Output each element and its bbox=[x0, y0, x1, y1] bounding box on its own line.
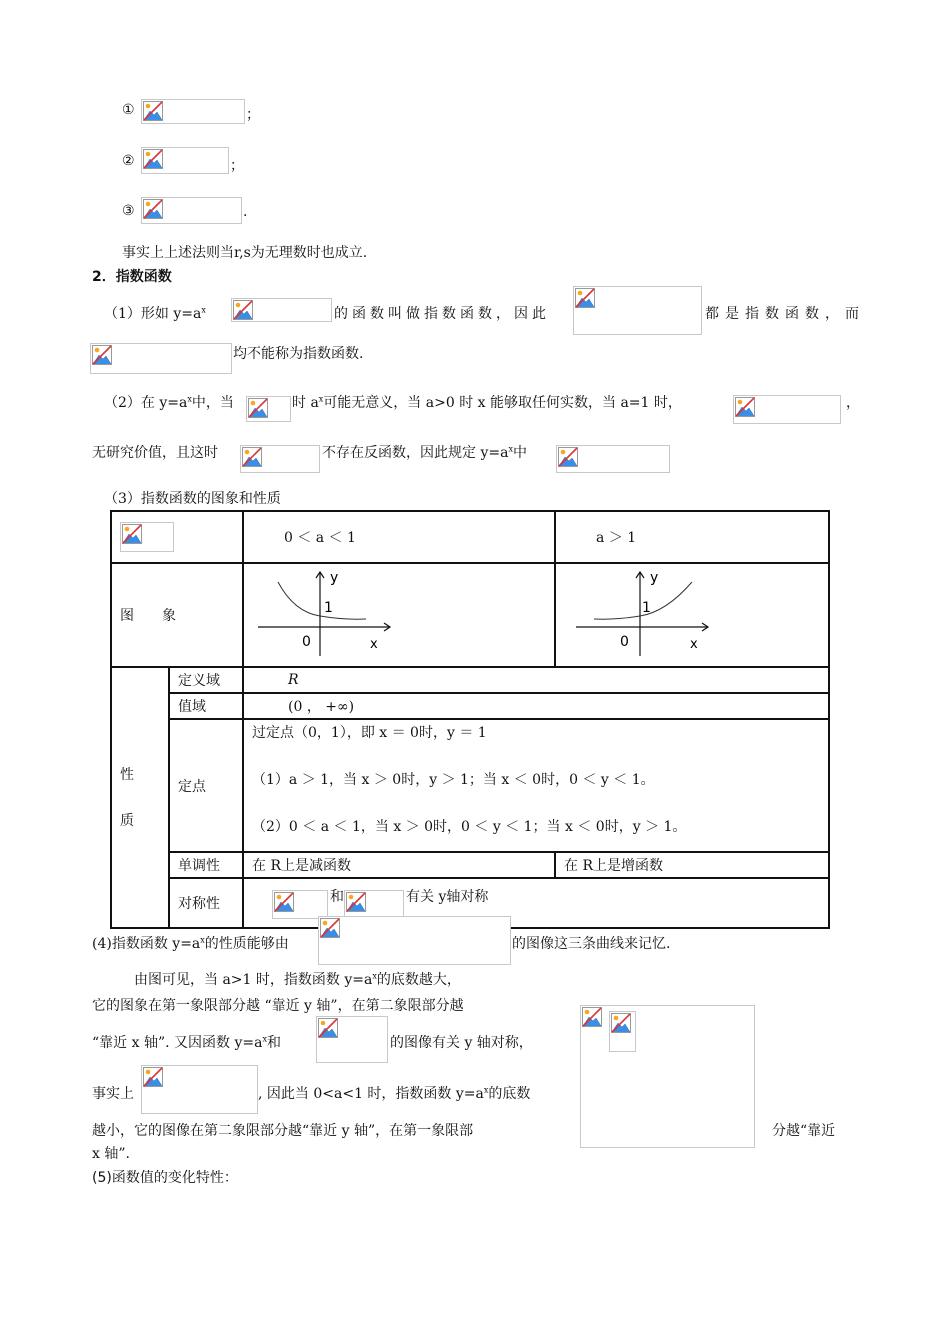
formula-image bbox=[120, 522, 174, 552]
text: 由图可见，当 a>1 时，指数函数 $y=a^x$的底数越大， bbox=[134, 971, 461, 988]
text: 不存在反函数，因此规定 $y=a^x$中 bbox=[322, 444, 527, 461]
y-axis-label: y bbox=[330, 570, 339, 586]
formula-image bbox=[318, 916, 511, 965]
formula-image bbox=[556, 445, 670, 473]
broken-image-icon bbox=[143, 149, 163, 169]
text: 越小，它的图像在第二象限部分越“靠近 y 轴”，在第一象限部 bbox=[92, 1123, 474, 1139]
intercept-label: 1 bbox=[324, 600, 333, 616]
broken-image-icon bbox=[735, 397, 755, 417]
punctuation: ； bbox=[246, 107, 260, 123]
rule-marker-1: ① bbox=[122, 102, 135, 118]
formula-image bbox=[246, 396, 291, 422]
broken-image-icon bbox=[143, 199, 163, 219]
formula-image bbox=[316, 1016, 388, 1063]
domain-label: 定义域 bbox=[169, 667, 243, 693]
broken-image-icon bbox=[248, 398, 268, 418]
punctuation: . bbox=[243, 204, 248, 220]
text: （2）在 $y=a^x$中，当 bbox=[104, 394, 234, 411]
text: (5)函数值的变化特性： bbox=[92, 1170, 238, 1186]
text: 的函数叫做指数函数，因此 bbox=[334, 306, 550, 322]
x-axis-label: x bbox=[370, 637, 378, 652]
properties-table bbox=[110, 510, 830, 929]
text: “靠近 x 轴”. 又因函数 $y=a^x$和 bbox=[92, 1034, 281, 1051]
origin-label: 0 bbox=[620, 634, 629, 650]
symmetry-label: 对称性 bbox=[169, 878, 243, 928]
formula-image bbox=[733, 395, 841, 424]
fixed-point-value: 过定点（0，1），即 x ＝ 0时，y ＝ 1 （1）a ＞ 1，当 x ＞ 0时，y ＞ 1；当 x ＜ 0时，0 ＜ y ＜ 1。 （2）0 ＜ a ＜ 1，当 x ＞ 0时，0 ＜ y ＜ 1；当 x ＜ 0时，y ＞ 1。 bbox=[243, 719, 829, 852]
punctuation: ； bbox=[230, 158, 244, 174]
broken-image-icon bbox=[320, 918, 340, 938]
text: , 因此当 0<a<1 时，指数函数 $y=a^x$的底数 bbox=[258, 1085, 531, 1102]
formula-image bbox=[141, 147, 229, 174]
formula-image bbox=[344, 890, 404, 919]
broken-image-icon bbox=[242, 447, 262, 467]
broken-image-icon bbox=[318, 1018, 338, 1038]
figure-image bbox=[580, 1005, 755, 1148]
symmetry-value: 和 有关 y轴对称 bbox=[243, 878, 829, 928]
properties-row-label: 性 质 bbox=[111, 667, 169, 928]
monotonicity-label: 单调性 bbox=[169, 852, 243, 878]
inner-image bbox=[609, 1011, 636, 1052]
range-label: 值域 bbox=[169, 693, 243, 719]
punctuation: ， bbox=[846, 395, 860, 411]
graph-decreasing-cell bbox=[243, 563, 555, 667]
text: (4)指数函数 $y=a^x$的性质能够由 bbox=[92, 935, 289, 952]
rule-marker-2: ② bbox=[122, 153, 135, 169]
broken-image-icon bbox=[122, 524, 142, 544]
text: 的图像有关 y 轴对称， bbox=[390, 1035, 533, 1051]
text: 分越“靠近 bbox=[772, 1123, 836, 1139]
rules-note: 事实上上述法则当r,s为无理数时也成立. bbox=[122, 245, 368, 261]
formula-image bbox=[573, 286, 702, 335]
broken-image-icon bbox=[611, 1013, 631, 1033]
section-heading: 2．指数函数 bbox=[92, 269, 172, 285]
formula-image bbox=[231, 298, 332, 322]
broken-image-icon bbox=[558, 447, 578, 467]
decreasing-exponential-graph bbox=[244, 564, 522, 662]
text: （1）形如 $y=a^x$ bbox=[104, 305, 206, 322]
text: 时 $a^x$可能无意义，当 a>0 时 x 能够取任何实数，当 a=1 时， bbox=[292, 394, 682, 411]
header-a-lt-1: 0 ＜ a ＜ 1 bbox=[243, 511, 555, 563]
text: x 轴”. bbox=[92, 1146, 130, 1162]
text: 都是指数函数，而 bbox=[705, 306, 865, 322]
broken-image-icon bbox=[143, 1067, 163, 1087]
formula-image bbox=[272, 890, 328, 919]
domain-value: R bbox=[243, 667, 829, 693]
header-a-gt-1: a ＞ 1 bbox=[555, 511, 829, 563]
monotonicity-increasing: 在 R上是增函数 bbox=[555, 852, 829, 878]
broken-image-icon bbox=[274, 892, 294, 912]
text: 事实上 bbox=[92, 1086, 134, 1102]
rule-marker-3: ③ bbox=[122, 203, 135, 219]
text: 均不能称为指数函数. bbox=[233, 346, 364, 362]
formula-image bbox=[240, 445, 320, 473]
formula-image bbox=[141, 197, 242, 224]
graph-row-label: 图 象 bbox=[111, 563, 243, 667]
header-corner-cell bbox=[111, 511, 243, 563]
x-axis-label: x bbox=[690, 637, 698, 652]
range-value: (0 ， +∞) bbox=[243, 693, 829, 719]
broken-image-icon bbox=[575, 288, 595, 308]
y-axis-label: y bbox=[650, 570, 659, 586]
broken-image-icon bbox=[346, 892, 366, 912]
monotonicity-decreasing: 在 R上是减函数 bbox=[243, 852, 555, 878]
fixed-point-label: 定点 bbox=[169, 719, 243, 852]
text: （3）指数函数的图象和性质 bbox=[104, 491, 281, 507]
broken-image-icon bbox=[582, 1007, 602, 1027]
formula-image bbox=[141, 1065, 258, 1114]
text: 它的图象在第一象限部分越 “靠近 y 轴”，在第二象限部分越 bbox=[92, 998, 464, 1014]
formula-image bbox=[141, 99, 245, 124]
formula-image bbox=[90, 343, 232, 374]
intercept-label: 1 bbox=[642, 600, 651, 616]
increasing-exponential-graph bbox=[556, 564, 796, 662]
graph-increasing-cell bbox=[555, 563, 829, 667]
origin-label: 0 bbox=[302, 634, 311, 650]
broken-image-icon bbox=[143, 101, 163, 121]
broken-image-icon bbox=[233, 300, 253, 320]
broken-image-icon bbox=[92, 345, 112, 365]
text: 无研究价值，且这时 bbox=[92, 445, 218, 461]
text: 的图像这三条曲线来记忆. bbox=[512, 936, 671, 952]
